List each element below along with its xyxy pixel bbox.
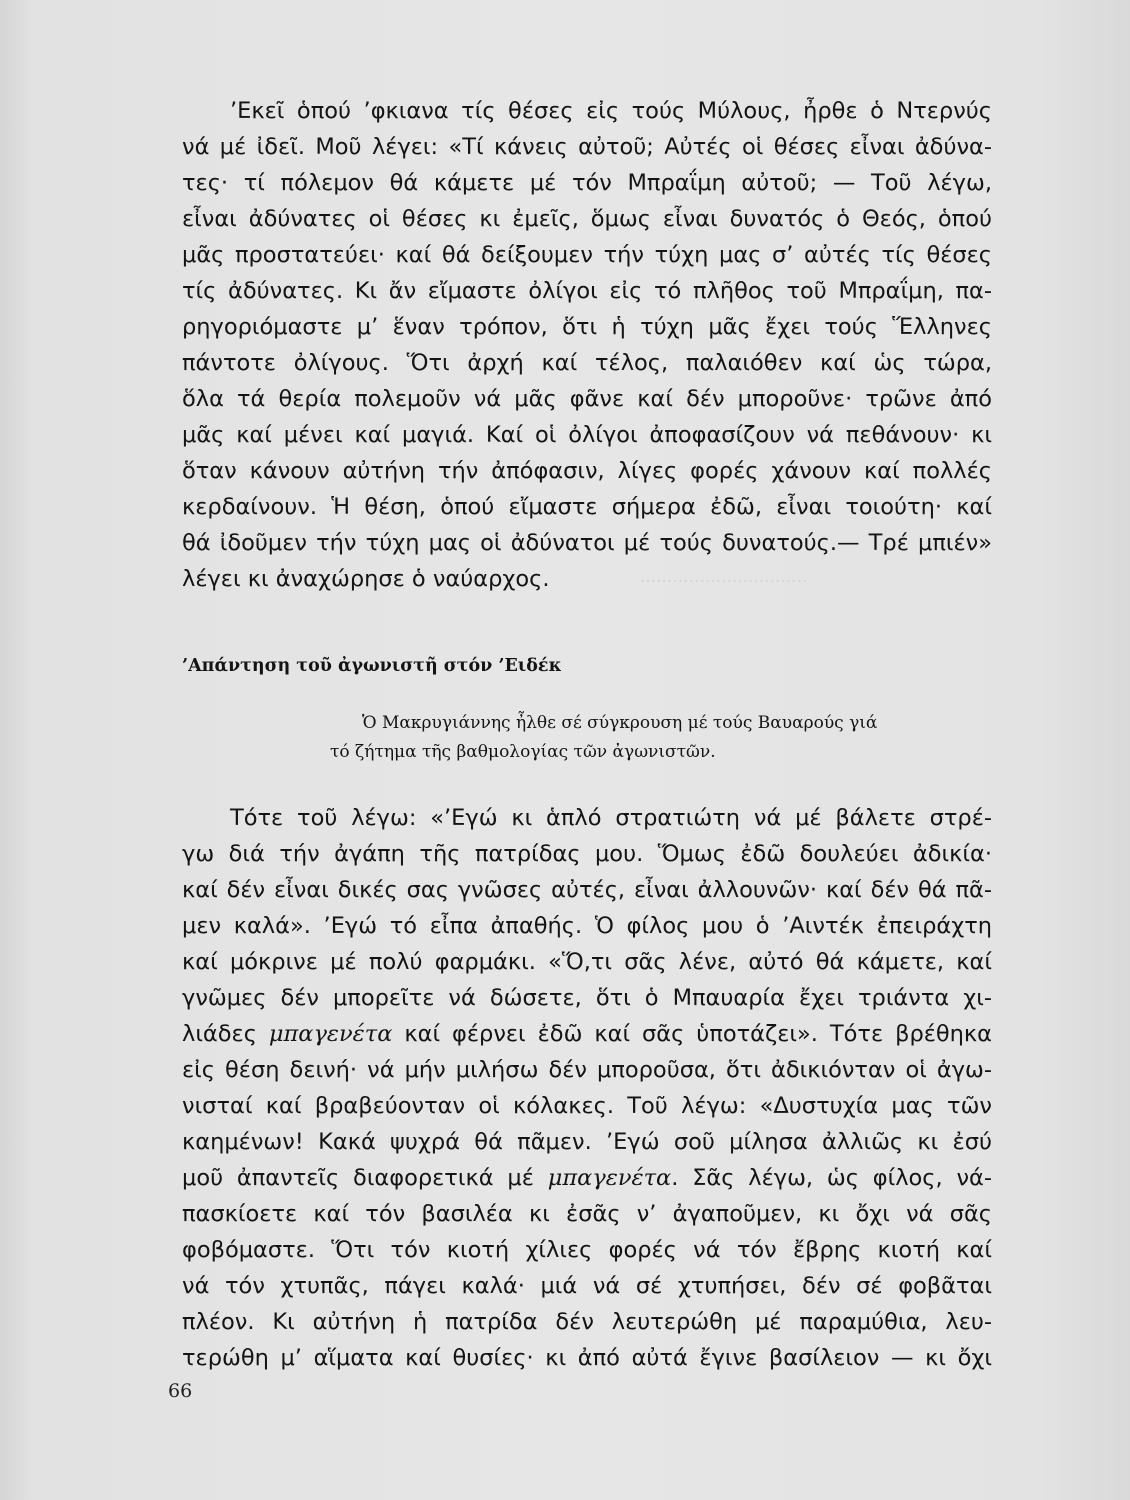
body-line: πλέον. Κι αὐτήνη ἡ πατρίδα δέν λευτερώθη μέ παραμύθια, λευ-: [182, 1309, 992, 1335]
body-line: νά μέ ἰδεῖ. Μοῦ λέγει: «Τί κάνεις αὐτοῦ; Αὐτές οἱ θέσες εἶναι ἀδύνα-: [182, 134, 992, 160]
body-line: τερώθη μ’ αἵματα καί θυσίες· κι ἀπό αὐτά ἔγινε βασίλειον — κι ὄχι: [182, 1345, 992, 1371]
body-line: μεν καλά». ’Εγώ τό εἶπα ἀπαθής. Ὁ φίλος μου ὁ ’Αιντέκ ἐπειράχτη: [182, 913, 992, 939]
body-line: ὅταν κάνουν αὐτήνη τήν ἀπόφασιν, λίγες φορές χάνουν καί πολλές: [182, 458, 992, 484]
text-run: καί φέρνει ἐδῶ καί σᾶς ὑποτάζει». Τότε βρέθηκα: [404, 1021, 993, 1047]
body-line: θά ἰδοῦμεν τήν τύχη μας οἱ ἀδύνατοι μέ τούς δυνατούς.— Τρέ μπιέν»: [182, 530, 992, 556]
body-line: εἰς θέση δεινή· νά μήν μιλήσω δέν μποροῦσα, ὅτι ἀδικιόνταν οἱ ἀγω-: [182, 1057, 992, 1083]
body-line-with-italic: [182, 1021, 992, 1047]
body-line: νά τόν χτυπᾶς, πάγει καλά· μιά νά σέ χτυπήσει, δέν σέ φοβᾶται: [182, 1273, 992, 1299]
intro-note-line: Ὁ Μακρυγιάννης ἦλθε σέ σύγκρουση μέ τούς Βαυαρούς γιά: [362, 713, 878, 733]
body-line: κερδαίνουν. Ἡ θέση, ὁπού εἴμαστε σήμερα ἐδῶ, εἶναι τοιούτη· καί: [182, 494, 992, 520]
body-line: καημένων! Κακά ψυχρά θά πᾶμεν. ’Εγώ σοῦ μίλησα ἀλλιῶς κι ἐσύ: [182, 1129, 992, 1155]
text-run: μοῦ ἀπαντεῖς διαφορετικά μέ: [182, 1165, 534, 1191]
text-run: . Σᾶς λέγω, ὡς φίλος, νά-: [671, 1165, 992, 1191]
intro-note-line: τό ζήτημα τῆς βαθμολογίας τῶν ἀγωνιστῶν.: [330, 742, 716, 762]
body-line: εἶναι ἀδύνατες οἱ θέσες κι ἐμεῖς, ὅμως εἶναι δυνατός ὁ Θεός, ὁπού: [182, 206, 992, 232]
italic-term: μπαγενέτα: [547, 1165, 672, 1191]
body-line: Τότε τοῦ λέγω: «’Εγώ κι ἁπλό στρατιώτη νά μέ βάλετε στρέ-: [230, 805, 992, 831]
page-number: 66: [168, 1380, 193, 1402]
body-line: πασκίοετε καί τόν βασιλέα κι ἐσᾶς ν’ ἀγαποῦμεν, κι ὄχι νά σᾶς: [182, 1201, 992, 1227]
body-line: τίς ἀδύνατες. Κι ἄν εἴμαστε ὀλίγοι εἰς τό πλῆθος τοῦ Μπραΐμη, πα-: [182, 278, 992, 304]
italic-term: μπαγενέτα: [268, 1021, 393, 1047]
body-line-with-italic: [182, 1165, 992, 1191]
show-through-text: ·······························: [640, 572, 808, 592]
body-line: καί μόκρινε μέ πολύ φαρμάκι. «Ὅ,τι σᾶς λένε, αὐτό θά κάμετε, καί: [182, 949, 992, 975]
body-line: ’Εκεῖ ὁπού ’φκιανα τίς θέσες εἰς τούς Μύλους, ἦρθε ὁ Ντερνύς: [230, 98, 992, 124]
body-line: γω διά τήν ἀγάπη τῆς πατρίδας μου. Ὅμως ἐδῶ δουλεύει ἀδικία·: [182, 841, 992, 867]
body-line: τες· τί πόλεμον θά κάμετε μέ τόν Μπραΐμη αὐτοῦ; — Τοῦ λέγω,: [182, 170, 992, 196]
body-line: μᾶς προστατεύει· καί θά δείξουμεν τήν τύχη μας σ’ αὐτές τίς θέσες: [182, 242, 992, 268]
body-line: φοβόμαστε. Ὅτι τόν κιοτή χίλιες φορές νά τόν ἔβρης κιοτή καί: [182, 1237, 992, 1263]
body-line: μᾶς καί μένει καί μαγιά. Καί οἱ ὀλίγοι ἀποφασίζουν νά πεθάνουν· κι: [182, 422, 992, 448]
body-line: νισταί καί βραβεύονταν οἱ κόλακες. Τοῦ λέγω: «Δυστυχία μας τῶν: [182, 1093, 992, 1119]
body-line: ρηγοριόμαστε μ’ ἕναν τρόπον, ὅτι ἡ τύχη μᾶς ἔχει τούς Ἕλληνες: [182, 314, 992, 340]
body-line: καί δέν εἶναι δικές σας γνῶσες αὐτές, εἶναι ἀλλουνῶν· καί δέν θά πᾶ-: [182, 877, 992, 903]
body-line: πάντοτε ὀλίγους. Ὅτι ἀρχή καί τέλος, παλαιόθεν καί ὡς τώρα,: [182, 350, 992, 376]
body-line: λέγει κι ἀναχώρησε ὁ ναύαρχος.: [182, 566, 550, 592]
section-heading: ’Απάντηση τοῦ ἀγωνιστῆ στόν ’Ειδέκ: [182, 656, 562, 676]
body-line: γνῶμες δέν μπορεῖτε νά δώσετε, ὅτι ὁ Μπαυαρία ἔχει τριάντα χι-: [182, 985, 992, 1011]
body-line: ὅλα τά θερία πολεμοῦν νά μᾶς φᾶνε καί δέν μποροῦνε· τρῶνε ἀπό: [182, 386, 992, 412]
text-run: λιάδες: [182, 1021, 257, 1047]
